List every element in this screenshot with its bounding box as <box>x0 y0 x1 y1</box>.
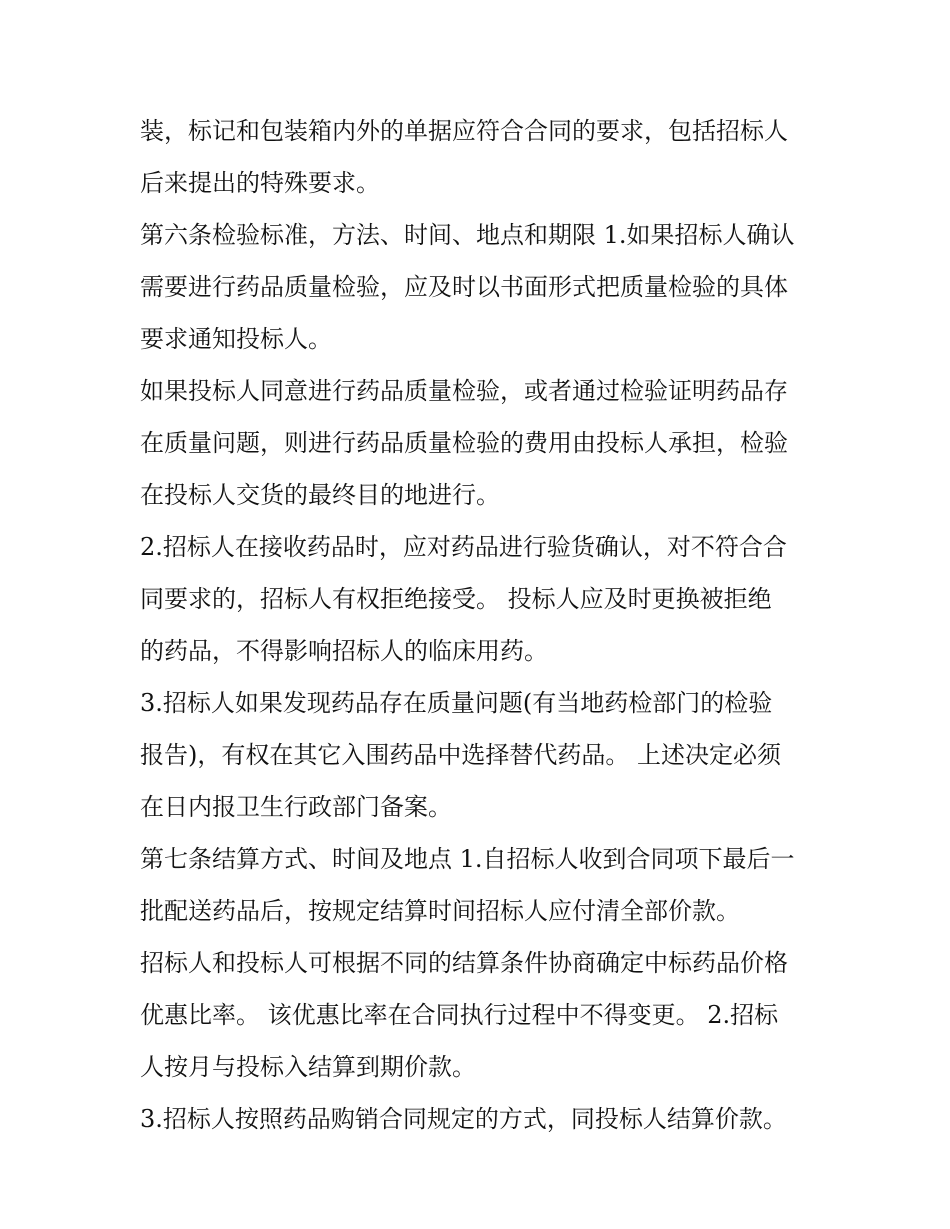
text-line: 报告)，有权在其它入围药品中选择替代药品。 上述决定必须 <box>140 741 781 769</box>
text-line: 在质量问题，则进行药品质量检验的费用由投标人承担，检验 <box>140 429 788 457</box>
text-line: 如果投标人同意进行药品质量检验，或者通过检验证明药品存 <box>140 377 788 405</box>
text-line: 批配送药品后，按规定结算时间招标人应付清全部价款。 <box>140 897 740 925</box>
text-line: 第六条检验标准，方法、时间、地点和期限 1.如果招标人确认 <box>140 221 795 249</box>
text-line: 2.招标人在接收药品时，应对药品进行验货确认，对不符合合 <box>140 533 787 561</box>
text-line: 3.招标人如果发现药品存在质量问题(有当地药检部门的检验 <box>140 689 773 717</box>
document-body <box>140 105 820 1145</box>
text-line: 在日内报卫生行政部门备案。 <box>140 793 452 821</box>
text-line: 3.招标人按照药品购销合同规定的方式，同投标人结算价款。 <box>140 1105 787 1133</box>
text-line: 装，标记和包装箱内外的单据应符合合同的要求，包括招标人 <box>140 117 788 145</box>
text-line: 人按月与投标入结算到期价款。 <box>140 1053 476 1081</box>
text-line: 招标人和投标人可根据不同的结算条件协商确定中标药品价格 <box>140 949 788 977</box>
text-line: 在投标人交货的最终目的地进行。 <box>140 481 500 509</box>
text-line: 后来提出的特殊要求。 <box>140 169 380 197</box>
text-line: 的药品，不得影响招标人的临床用药。 <box>140 637 548 665</box>
text-line: 优惠比率。 该优惠比率在合同执行过程中不得变更。 2.招标 <box>140 1001 779 1029</box>
text-line: 同要求的，招标人有权拒绝接受。 投标人应及时更换被拒绝 <box>140 585 772 613</box>
text-line: 需要进行药品质量检验，应及时以书面形式把质量检验的具体 <box>140 273 788 301</box>
text-line: 第七条结算方式、时间及地点 1.自招标人收到合同项下最后一 <box>140 845 795 873</box>
text-line: 要求通知投标人。 <box>140 325 332 353</box>
